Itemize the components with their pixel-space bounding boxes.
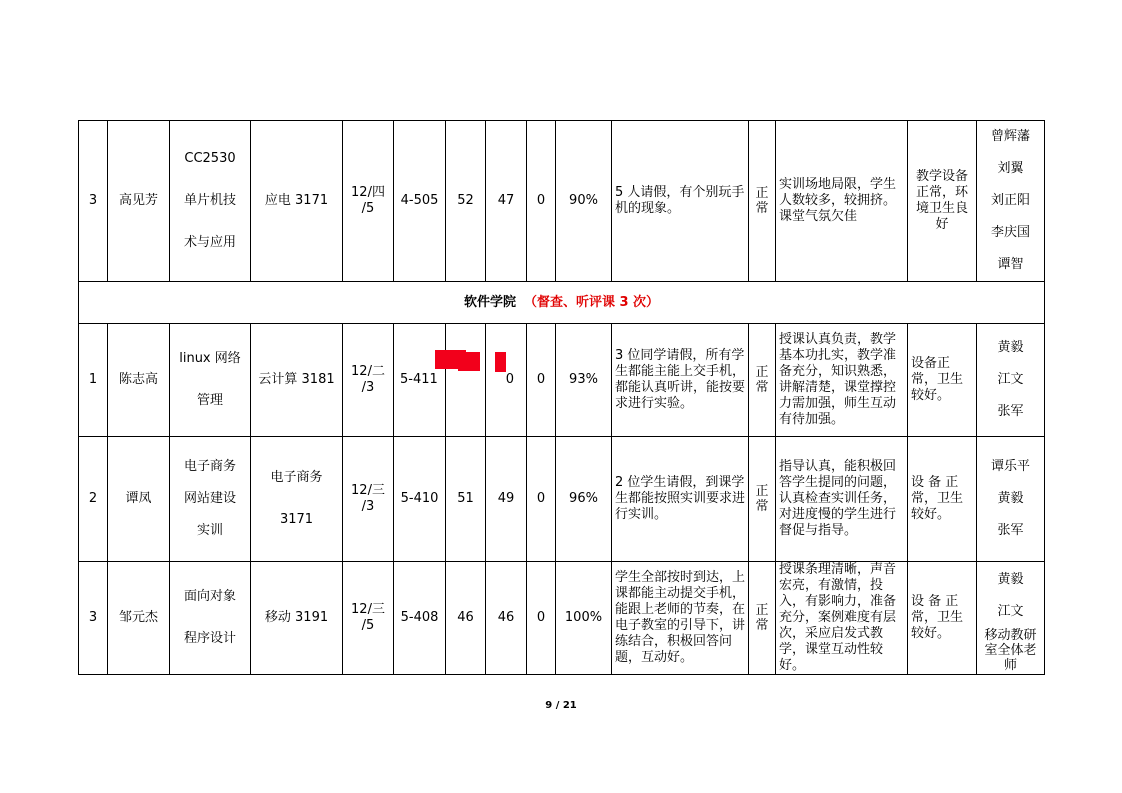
late-count: 0 bbox=[527, 324, 556, 437]
class-name: 云计算 3181 bbox=[251, 324, 343, 437]
class-name: 移动 3191 bbox=[251, 562, 343, 675]
class-name: 应电 3171 bbox=[251, 121, 343, 282]
row-number: 3 bbox=[79, 562, 108, 675]
expected-count bbox=[446, 324, 486, 437]
table-row bbox=[79, 121, 1045, 282]
course-name: 电子商务 网站建设 实训 bbox=[170, 437, 251, 562]
date-cell: 12/二 /3 bbox=[343, 324, 394, 437]
attendance-rate: 90% bbox=[556, 121, 612, 282]
room-cell: 5-411 bbox=[394, 324, 446, 437]
late-count: 0 bbox=[527, 562, 556, 675]
student-status: 3 位同学请假，所有学生都能主能上交手机，都能认真听讲，能按要求进行实验。 bbox=[612, 324, 749, 437]
teacher-name: 高见芳 bbox=[108, 121, 170, 282]
course-name: CC2530 单片机技 术与应用 bbox=[170, 121, 251, 282]
row-number: 2 bbox=[79, 437, 108, 562]
course-name: 面向对象 程序设计 bbox=[170, 562, 251, 675]
order-status: 正 常 bbox=[749, 562, 776, 675]
inspectors: 黄毅 江文 移动教研室全体老师 bbox=[977, 562, 1045, 675]
expected-count: 51 bbox=[446, 437, 486, 562]
environment-status: 设 备 正常，卫生较好。 bbox=[908, 562, 977, 675]
table-row bbox=[79, 324, 1045, 437]
teacher-name: 陈志高 bbox=[108, 324, 170, 437]
room-cell: 4-505 bbox=[394, 121, 446, 282]
attendance-rate: 93% bbox=[556, 324, 612, 437]
row-number: 3 bbox=[79, 121, 108, 282]
section-title bbox=[79, 282, 1045, 324]
inspectors: 黄毅 江文 张军 bbox=[977, 324, 1045, 437]
student-status: 2 位学生请假，到课学生都能按照实训要求进行实训。 bbox=[612, 437, 749, 562]
environment-status: 设备正常，卫生较好。 bbox=[908, 324, 977, 437]
inspection-table bbox=[78, 120, 1045, 675]
teaching-comment: 授课认真负责，教学基本功扎实，教学准备充分，知识熟悉，讲解清楚，课堂撑控力需加强，师生互动有待加强。 bbox=[776, 324, 908, 437]
order-status: 正 常 bbox=[749, 324, 776, 437]
table-row bbox=[79, 562, 1045, 675]
teaching-comment: 指导认真，能积极回答学生提同的问题，认真检查实训任务，对进度慢的学生进行督促与指导。 bbox=[776, 437, 908, 562]
redaction-mark bbox=[458, 352, 480, 371]
student-status: 学生全部按时到达，上课都能主动提交手机，能跟上老师的节奏，在电子教室的引导下，讲练结合，积极回答问题，互动好。 bbox=[612, 562, 749, 675]
late-count: 0 bbox=[527, 121, 556, 282]
attendance-rate: 100% bbox=[556, 562, 612, 675]
table-row bbox=[79, 437, 1045, 562]
date-cell: 12/四 /5 bbox=[343, 121, 394, 282]
row-number: 1 bbox=[79, 324, 108, 437]
actual-count: 0 bbox=[486, 324, 527, 437]
date-cell: 12/三 /5 bbox=[343, 562, 394, 675]
section-name: 软件学院 bbox=[463, 294, 516, 310]
date-cell: 12/三 /3 bbox=[343, 437, 394, 562]
inspectors: 谭乐平 黄毅 张军 bbox=[977, 437, 1045, 562]
actual-count: 46 bbox=[486, 562, 527, 675]
page-number: 9 / 21 bbox=[545, 700, 577, 711]
actual-count: 49 bbox=[486, 437, 527, 562]
environment-status: 教学设备正常，环境卫生良好 bbox=[908, 121, 977, 282]
room-cell: 5-410 bbox=[394, 437, 446, 562]
late-count: 0 bbox=[527, 437, 556, 562]
course-name: linux 网络 管理 bbox=[170, 324, 251, 437]
expected-count: 46 bbox=[446, 562, 486, 675]
section-note: （督查、听评课 3 次） bbox=[523, 294, 660, 310]
section-header-row bbox=[79, 282, 1045, 324]
teaching-comment: 授课条理清晰，声音宏亮，有激情，投入，有影响力，准备充分，案例难度有层次，采应启发式教学，课堂互动性较好。 bbox=[776, 562, 908, 675]
teaching-comment: 实训场地局限，学生人数较多，较拥挤。课堂气氛欠佳 bbox=[776, 121, 908, 282]
teacher-name: 谭凤 bbox=[108, 437, 170, 562]
teacher-name: 邹元杰 bbox=[108, 562, 170, 675]
actual-count: 47 bbox=[486, 121, 527, 282]
redaction-mark bbox=[495, 352, 506, 372]
room-cell: 5-408 bbox=[394, 562, 446, 675]
expected-count: 52 bbox=[446, 121, 486, 282]
order-status: 正 常 bbox=[749, 121, 776, 282]
order-status: 正 常 bbox=[749, 437, 776, 562]
student-status: 5 人请假，有个别玩手机的现象。 bbox=[612, 121, 749, 282]
inspectors: 曾辉藩 刘翼 刘正阳 李庆国 谭智 bbox=[977, 121, 1045, 282]
class-name: 电子商务 3171 bbox=[251, 437, 343, 562]
environment-status: 设 备 正常，卫生较好。 bbox=[908, 437, 977, 562]
attendance-rate: 96% bbox=[556, 437, 612, 562]
